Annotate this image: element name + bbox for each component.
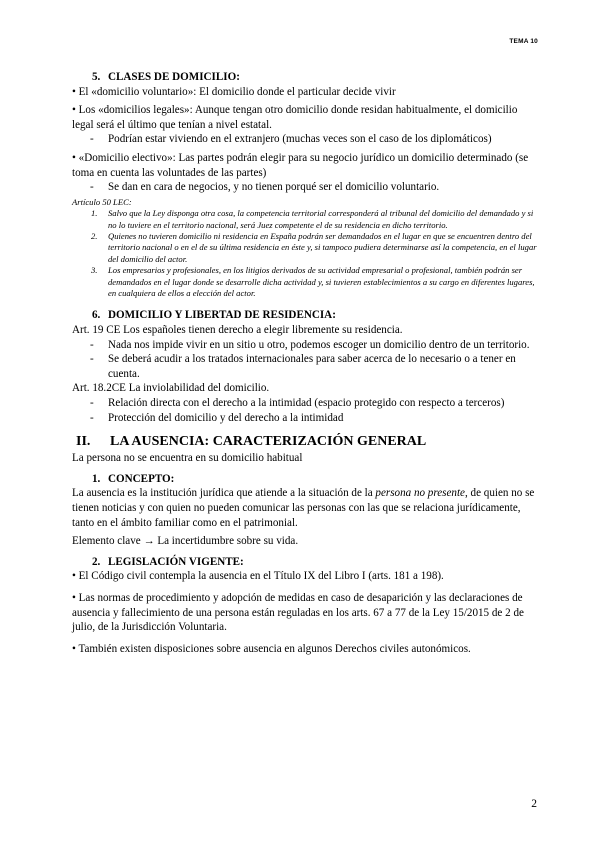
domicilios-legales-note: - Podrían estar viviendo en el extranjero (muchas veces son el caso de los diplomáticos) bbox=[72, 132, 539, 147]
elemento-clave: Elemento clave → La incertidumbre sobre su vida. bbox=[72, 535, 299, 548]
article-item: 2. Quienes no tuvieren domicilio ni residencia en España podrán ser demandados en el lugar en que se encuentren dentro del territorio nacional o en el de su última residencia en éste y, si tampoco pudiera determinarse así la competencia, en el lugar del domicilio del actor. bbox=[91, 230, 537, 264]
concepto-text: La ausencia es la institución jurídica que atiende a la situación de la persona no presente, de quien no se tienen noticias y con quien no pueden comunicar las personas con las que se relaciona jurídicamente, tanto en el ámbito familiar como en el patrimonial. bbox=[72, 487, 535, 529]
legislacion-autonomicos: • También existen disposiciones sobre ausencia en algunos Derechos civiles autonómicos. bbox=[72, 642, 471, 655]
art-18-ce: Art. 18.2CE La inviolabilidad del domicilio. bbox=[72, 382, 270, 395]
section-title: CLASES DE DOMICILIO: bbox=[108, 71, 240, 83]
article-50-lec bbox=[72, 197, 539, 300]
article-item: 3. Los empresarios y profesionales, en los litigios derivados de su actividad empresarial o profesional, también podrán ser demandados en el lugar donde se desarrolle dicha actividad y, si tuvieren establecimientos a su cargo en diferentes lugares, en cualquiera de ellos a elección del actor. bbox=[91, 265, 535, 298]
art-18-note-2: - Protección del domicilio y del derecho a la intimidad bbox=[72, 411, 539, 426]
part-ii-intro: La persona no se encuentra en su domicilio habitual bbox=[72, 452, 303, 465]
art-19-ce: Art. 19 CE Los españoles tienen derecho a elegir libremente su residencia. bbox=[72, 324, 403, 336]
section-5-heading bbox=[72, 70, 539, 85]
legislacion-codigo-civil: • El Código civil contempla la ausencia en el Título IX del Libro I (arts. 181 a 198). bbox=[72, 570, 444, 583]
art-18-note-1: - Relación directa con el derecho a la intimidad (espacio protegido con respecto a terceros) bbox=[72, 396, 539, 411]
section-number: 5. bbox=[92, 71, 101, 83]
art-19-note-2: - Se deberá acudir a los tratados internacionales para saber acerca de lo necesario o a tener en cuenta. bbox=[72, 352, 539, 381]
legislacion-jurisdiccion-voluntaria: • Las normas de procedimiento y adopción de medidas en caso de desaparición y las declaraciones de ausencia y fallecimiento de una persona están reguladas en los arts. 67 a 77 de la Ley 15/2015 de 2 de julio, de la Jurisdicción Voluntaria. bbox=[72, 591, 524, 634]
part-ii-heading: II. LA AUSENCIA: CARACTERIZACIÓN GENERAL bbox=[76, 434, 427, 450]
article-title: Artículo 50 LEC: bbox=[72, 196, 132, 207]
domicilio-electivo-note: - Se dan en cara de negocios, y no tienen porqué ser el domicilio voluntario. bbox=[72, 180, 539, 195]
document-body bbox=[72, 70, 539, 656]
art-19-note-1: - Nada nos impide vivir en un sitio u otro, podemos escoger un domicilio dentro de un territorio. bbox=[72, 338, 539, 353]
section-6-heading: 6. DOMICILIO Y LIBERTAD DE RESIDENCIA: bbox=[92, 309, 336, 322]
concepto-heading: 1. CONCEPTO: bbox=[92, 472, 175, 485]
page-number: 2 bbox=[531, 798, 537, 810]
domicilio-electivo: • «Domicilio electivo»: Las partes podrán elegir para su negocio jurídico un domicilio determinado (se toma en cuenta las voluntades de las partes) bbox=[72, 151, 529, 179]
topic-tag: TEMA 10 bbox=[509, 38, 538, 45]
article-item: 1. Salvo que la Ley disponga otra cosa, la competencia territorial corresponderá al tribunal del domicilio del demandado y si no lo tuviere en el territorio nacional, será Juez competente el de su residencia en dicho territorio. bbox=[91, 208, 534, 230]
domicilio-voluntario: • El «domicilio voluntario»: El domicilio donde el particular decide vivir bbox=[72, 85, 396, 98]
legislacion-heading: 2. LEGISLACIÓN VIGENTE: bbox=[92, 555, 244, 568]
domicilios-legales: • Los «domicilios legales»: Aunque tengan otro domicilio donde residan habitualmente, el domicilio legal será el último que tenían a nivel estatal. bbox=[72, 104, 518, 131]
